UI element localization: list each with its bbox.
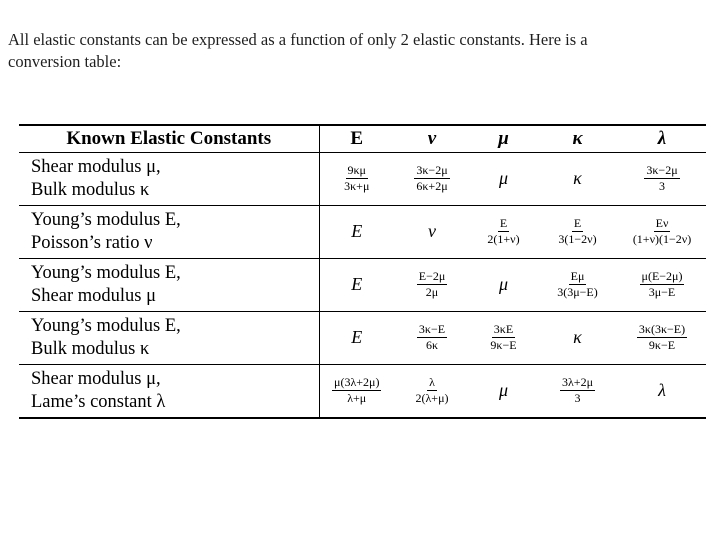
formula-cell-lambda — [618, 258, 706, 311]
fraction-numerator: 3κE — [493, 322, 514, 336]
fraction-numerator: 3λ+2μ — [561, 375, 594, 390]
fraction — [560, 376, 595, 405]
known-constant-label: Bulk modulus κ — [31, 338, 150, 359]
known-constant-label: Shear modulus μ — [31, 285, 157, 306]
fraction-denominator: 6κ — [425, 338, 439, 352]
intro-line-1: All elastic constants can be expressed as a function of only 2 elastic constants. Here is a — [8, 30, 588, 49]
fraction — [417, 323, 447, 352]
fraction-denominator: 3(3μ−E) — [557, 285, 598, 299]
symbol-cell-mu: μ — [498, 168, 509, 188]
fraction-numerator: Eμ — [570, 269, 585, 283]
fraction — [556, 217, 598, 246]
fraction — [644, 164, 679, 193]
formula-cell-E — [319, 152, 394, 205]
known-constant-label: Poisson’s ratio ν — [31, 232, 153, 253]
fraction-denominator: 2μ — [425, 285, 439, 299]
fraction-denominator: (1+ν)(1−2ν) — [632, 232, 692, 246]
conversion-table — [19, 124, 706, 419]
formula-cell-kappa — [537, 364, 618, 418]
formula-cell-E — [319, 364, 394, 418]
fraction-numerator: λ — [429, 375, 435, 390]
header-mu: μ — [498, 127, 509, 149]
fraction-numerator: μ(E−2μ) — [641, 269, 683, 283]
formula-cell-nu — [394, 311, 470, 364]
fraction — [413, 376, 450, 405]
known-constants-cell — [19, 205, 319, 258]
formula-cell-lambda — [618, 311, 706, 364]
fraction — [640, 270, 685, 299]
header-lambda: λ — [657, 127, 667, 149]
known-constant-label: Young’s modulus E, — [31, 315, 181, 336]
known-constant-label: Shear modulus μ, — [31, 368, 161, 389]
table-row — [19, 205, 706, 258]
fraction — [414, 164, 449, 193]
intro-line-2: conversion table: — [8, 52, 122, 71]
fraction-denominator: 9κ−E — [490, 338, 517, 352]
fraction-denominator: 3(1−2ν) — [558, 232, 597, 246]
symbol-cell-kappa: κ — [573, 168, 582, 188]
intro-text — [8, 29, 708, 73]
known-constant-label: Bulk modulus κ — [31, 179, 150, 200]
formula-cell-kappa — [537, 205, 618, 258]
fraction-numerator: 3κ−2μ — [416, 163, 448, 177]
known-constants-cell — [19, 258, 319, 311]
formula-cell-lambda — [618, 205, 706, 258]
formula-cell-mu — [470, 311, 537, 364]
formula-cell-mu — [470, 205, 537, 258]
fraction — [342, 164, 371, 193]
fraction — [417, 270, 448, 299]
symbol-cell-nu: ν — [428, 221, 436, 241]
formula-cell-lambda — [618, 152, 706, 205]
fraction-numerator: μ(3λ+2μ) — [334, 375, 380, 390]
fraction — [555, 270, 600, 299]
symbol-cell-lambda: λ — [658, 380, 666, 401]
header-e: E — [350, 127, 364, 149]
symbol-cell-E: E — [351, 327, 363, 347]
fraction-numerator: E — [573, 216, 582, 230]
known-constant-label: Young’s modulus E, — [31, 262, 181, 283]
fraction — [637, 323, 687, 352]
conversion-table-container — [19, 124, 706, 416]
fraction-denominator: 9κ−E — [648, 338, 676, 352]
fraction-numerator: 3κ(3κ−E) — [638, 322, 686, 336]
fraction-numerator: Eν — [655, 216, 669, 230]
known-constants-cell — [19, 311, 319, 364]
known-constant-label: Lame’s constant λ — [31, 391, 166, 412]
known-constants-cell — [19, 364, 319, 418]
fraction-numerator: 3κ−E — [418, 322, 446, 336]
formula-cell-nu — [394, 152, 470, 205]
symbol-cell-E: E — [351, 221, 363, 241]
fraction-denominator: 3 — [574, 391, 581, 406]
fraction-denominator: 3μ−E — [648, 285, 676, 299]
header-nu: ν — [427, 127, 437, 149]
known-constants-cell — [19, 152, 319, 205]
fraction-denominator: λ+μ — [347, 391, 367, 406]
formula-cell-nu — [394, 364, 470, 418]
table-row — [19, 258, 706, 311]
fraction — [332, 376, 381, 405]
fraction-numerator: E−2μ — [418, 269, 446, 283]
fraction — [631, 217, 693, 246]
fraction-denominator: 3κ+μ — [344, 179, 370, 193]
fraction-numerator: 3κ−2μ — [646, 163, 678, 177]
header-row — [19, 125, 706, 152]
fraction-denominator: 2(λ+μ) — [415, 391, 449, 406]
fraction — [485, 217, 521, 246]
table-row — [19, 152, 706, 205]
header-kappa: κ — [572, 127, 583, 149]
known-constant-label: Shear modulus μ, — [31, 156, 161, 177]
fraction — [488, 323, 518, 352]
formula-cell-kappa — [537, 258, 618, 311]
formula-cell-nu — [394, 258, 470, 311]
symbol-cell-mu: μ — [498, 380, 509, 401]
symbol-cell-kappa: κ — [573, 327, 582, 347]
table-row — [19, 311, 706, 364]
fraction-numerator: 9κμ — [347, 163, 366, 177]
header-known: Known Elastic Constants — [19, 125, 319, 152]
symbol-cell-mu: μ — [498, 274, 509, 294]
fraction-numerator: E — [499, 216, 508, 230]
fraction-denominator: 2(1+ν) — [487, 232, 520, 246]
fraction-denominator: 3 — [659, 179, 665, 193]
table-row — [19, 364, 706, 418]
symbol-cell-E: E — [351, 274, 363, 294]
known-constant-label: Young’s modulus E, — [31, 209, 181, 230]
fraction-denominator: 6κ+2μ — [416, 179, 448, 193]
